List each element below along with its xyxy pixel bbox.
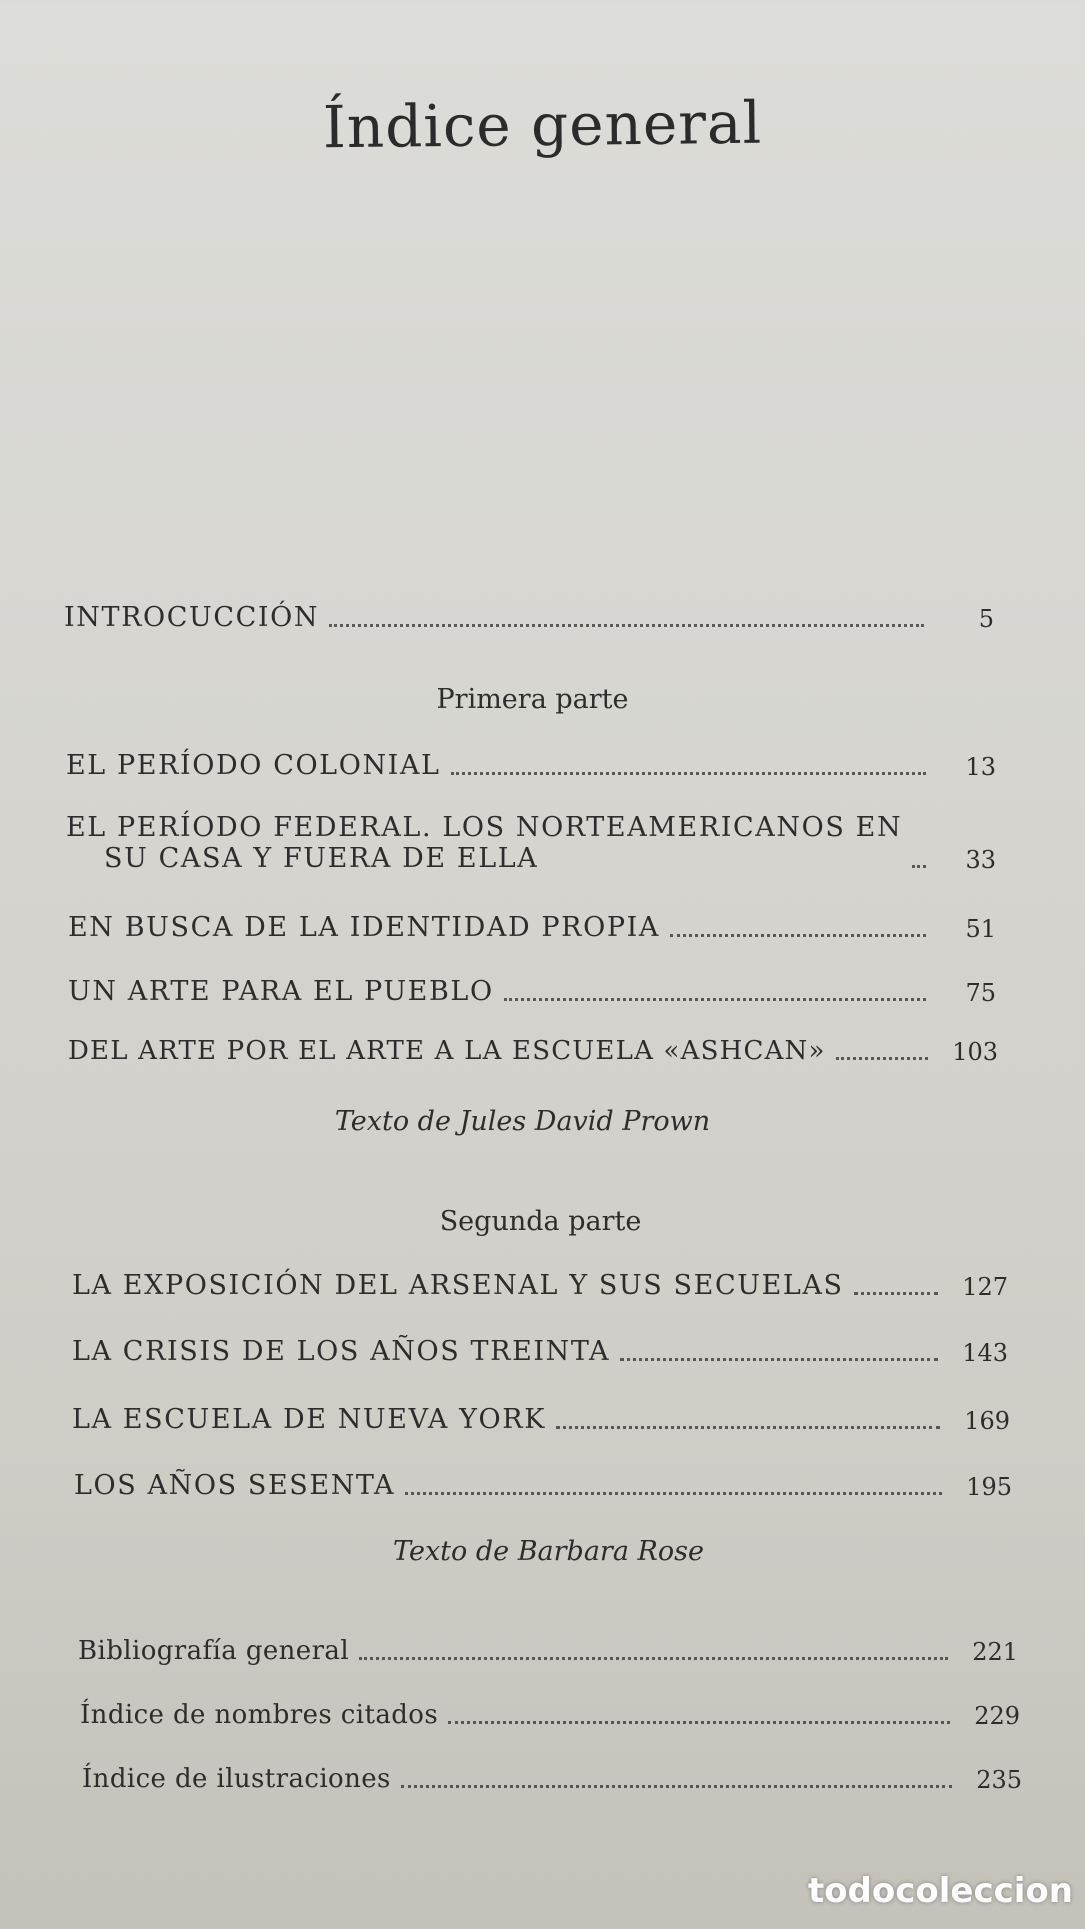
toc-entry-label: Índice de nombres citados (80, 1700, 439, 1730)
part-author-1: Texto de Jules David Prown (334, 1106, 711, 1137)
toc-entry-label: LA ESCUELA DE NUEVA YORK (72, 1404, 546, 1435)
dot-leader (405, 1490, 942, 1495)
dot-leader (359, 1655, 948, 1660)
toc-entry-intro (64, 602, 994, 633)
dot-leader (504, 996, 926, 1001)
toc-entry (74, 1470, 1012, 1501)
toc-entry-page: 33 (965, 846, 996, 874)
toc-entry (72, 1270, 1008, 1301)
toc-entry-label: LA CRISIS DE LOS AÑOS TREINTA (72, 1336, 611, 1367)
toc-entry (68, 1036, 998, 1066)
dot-leader (912, 863, 926, 868)
toc-entry-page: 13 (965, 753, 996, 781)
toc-entry-page: 221 (972, 1638, 1018, 1666)
toc-entry (66, 750, 996, 781)
toc-entry (72, 1336, 1008, 1367)
toc-entry-label-line2: SU CASA Y FUERA DE ELLA (104, 843, 539, 874)
toc-entry (68, 976, 996, 1007)
toc-entry-label: LOS AÑOS SESENTA (74, 1470, 396, 1501)
part-author-2: Texto de Barbara Rose (393, 1536, 704, 1567)
part-heading-2: Segunda parte (439, 1206, 642, 1237)
toc-entry-label: INTROCUCCIÓN (64, 602, 320, 633)
toc-entry-label: EL PERÍODO FEDERAL. LOS NORTEAMERICANOS EN (66, 812, 903, 843)
toc-entry-label: Bibliografía general (78, 1636, 350, 1666)
toc-entry (72, 1404, 1010, 1435)
toc-entry-label: Índice de ilustraciones (82, 1764, 391, 1794)
dot-leader (401, 1783, 952, 1788)
toc-entry-page: 169 (964, 1407, 1010, 1435)
part-heading-1: Primera parte (436, 684, 629, 715)
toc-entry (66, 812, 996, 874)
toc-entry-page: 127 (962, 1273, 1008, 1301)
toc-entry-appendix (78, 1636, 1018, 1666)
toc-entry-label: EN BUSCA DE LA IDENTIDAD PROPIA (68, 912, 660, 943)
toc-entry-appendix (82, 1764, 1022, 1794)
toc-entry-page: 103 (952, 1038, 998, 1066)
dot-leader (620, 1356, 938, 1361)
dot-leader (854, 1290, 938, 1295)
toc-entry-appendix (80, 1700, 1020, 1730)
dot-leader (448, 1719, 950, 1724)
dot-leader (556, 1424, 940, 1429)
toc-entry-label-wrap (66, 812, 902, 874)
toc-entry-page: 235 (976, 1766, 1022, 1794)
dot-leader (451, 770, 926, 775)
toc-entry-page: 143 (962, 1339, 1008, 1367)
toc-entry-label: LA EXPOSICIÓN DEL ARSENAL Y SUS SECUELAS (72, 1270, 844, 1301)
toc-entry-label: UN ARTE PARA EL PUEBLO (68, 976, 494, 1007)
toc-entry-page: 75 (965, 979, 996, 1007)
toc-entry (68, 912, 996, 943)
toc-entry-label: DEL ARTE POR EL ARTE A LA ESCUELA «ASHCAN» (68, 1036, 826, 1066)
dot-leader (670, 932, 926, 937)
toc-entry-page: 195 (966, 1473, 1012, 1501)
toc-entry-label: EL PERÍODO COLONIAL (66, 750, 441, 781)
page-title: Índice general (322, 88, 763, 162)
toc-entry-page: 229 (974, 1702, 1020, 1730)
toc-entry-page: 51 (965, 915, 996, 943)
dot-leader (836, 1055, 928, 1060)
toc-entry-page: 5 (978, 605, 994, 633)
dot-leader (329, 622, 924, 627)
watermark-logo: todocoleccion (807, 1871, 1073, 1911)
